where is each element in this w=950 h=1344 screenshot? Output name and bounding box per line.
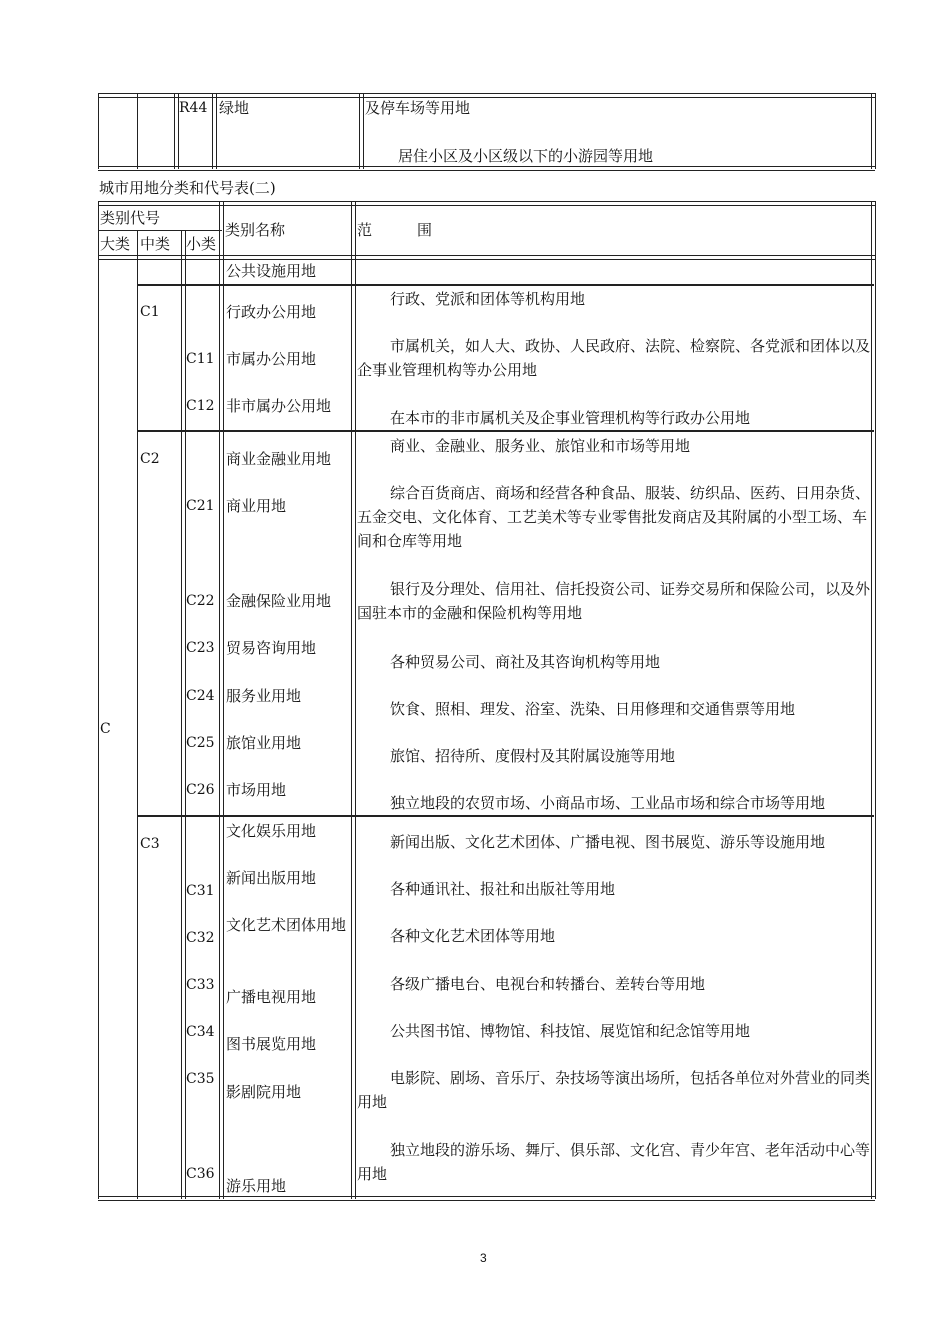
category-name: 文化娱乐用地 [226,822,317,840]
header-minor: 小类 [186,235,217,253]
minor-code: C36 [186,1166,215,1182]
page-number: 3 [480,1251,487,1265]
minor-code: C24 [186,688,215,704]
subclass-code: R44 [179,100,208,116]
category-name: 新闻出版用地 [226,869,317,887]
minor-code: C35 [186,1071,215,1087]
range-text: 及停车场等用地 [365,99,471,117]
table-title: 城市用地分类和代号表(二) [99,179,276,197]
scope-text: 银行及分理处、信用社、信托投资公司、证券交易所和保险公司，以及外国驻本市的金融和保险机构等用地 [357,580,871,622]
scope-text: 行政、党派和团体等机构用地 [390,290,586,308]
category-name: 商业用地 [226,497,287,515]
scope-text: 各级广播电台、电视台和转播台、差转台等用地 [390,975,706,993]
minor-code: C11 [186,351,215,367]
header-category-code: 类别代号 [100,209,161,227]
scope-text: 电影院、剧场、音乐厅、杂技场等演出场所，包括各单位对外营业的同类用地 [357,1069,871,1111]
category-name: 广播电视用地 [226,988,317,1006]
minor-code: C12 [186,398,215,414]
category-name: 公共设施用地 [226,262,317,280]
scope-text: 商业、金融业、服务业、旅馆业和市场等用地 [390,437,691,455]
scope-text: 饮食、照相、理发、浴室、洗染、日用修理和交通售票等用地 [390,700,796,718]
category-name: 市属办公用地 [226,350,317,368]
scope-text: 各种文化艺术团体等用地 [390,927,556,945]
major-code: C [100,721,111,737]
table-bottom-border [98,1196,875,1201]
range-text: 居住小区及小区级以下的小游园等用地 [398,147,654,165]
category-name: 服务业用地 [226,687,302,705]
scope-text: 独立地段的游乐场、舞厅、俱乐部、文化宫、青少年宫、老年活动中心等用地 [357,1141,871,1183]
scope-text: 综合百货商店、商场和经营各种食品、服装、纺织品、医药、日用杂货、五金交电、文化体育、工艺美术等专业零售批发商店及其附属的小型工场、车间和仓库等用地 [357,484,871,550]
scope-text: 公共图书馆、博物馆、科技馆、展览馆和纪念馆等用地 [390,1022,751,1040]
minor-code: C31 [186,883,215,899]
header-major: 大类 [100,235,131,253]
medium-code: C3 [140,836,160,852]
scope-text: 市属机关，如人大、政协、人民政府、法院、检察院、各党派和团体以及企事业管理机构等办公用地 [357,337,871,379]
header-scope: 范 围 [357,221,433,239]
category-name: 文化艺术团体用地 [226,916,347,934]
scope-text: 独立地段的农贸市场、小商品市场、工业品市场和综合市场等用地 [390,794,826,812]
scope-text: 各种通讯社、报社和出版社等用地 [390,880,616,898]
minor-code: C34 [186,1024,215,1040]
category-name: 游乐用地 [226,1177,287,1195]
category-name: 金融保险业用地 [226,592,332,610]
table-top-border [98,201,875,206]
category-name: 旅馆业用地 [226,734,302,752]
scope-text: 旅馆、招待所、度假村及其附属设施等用地 [390,747,676,765]
minor-code: C22 [186,593,215,609]
category-name: 绿地 [219,99,250,117]
category-name: 影剧院用地 [226,1083,302,1101]
header-category-name: 类别名称 [225,221,286,239]
minor-code: C26 [186,782,215,798]
minor-code: C33 [186,977,215,993]
category-name: 商业金融业用地 [226,450,332,468]
category-name: 非市属办公用地 [226,397,332,415]
category-name: 市场用地 [226,781,287,799]
scope-text: 新闻出版、文化艺术团体、广播电视、图书展览、游乐等设施用地 [390,833,826,851]
scope-text: 各种贸易公司、商社及其咨询机构等用地 [390,653,661,671]
category-name: 行政办公用地 [226,303,317,321]
scope-text: 在本市的非市属机关及企事业管理机构等行政办公用地 [390,409,751,427]
minor-code: C32 [186,930,215,946]
minor-code: C21 [186,498,215,514]
minor-code: C25 [186,735,215,751]
medium-code: C1 [140,304,160,320]
category-name: 贸易咨询用地 [226,639,317,657]
minor-code: C23 [186,640,215,656]
header-medium: 中类 [140,235,171,253]
category-name: 图书展览用地 [226,1035,317,1053]
medium-code: C2 [140,451,160,467]
